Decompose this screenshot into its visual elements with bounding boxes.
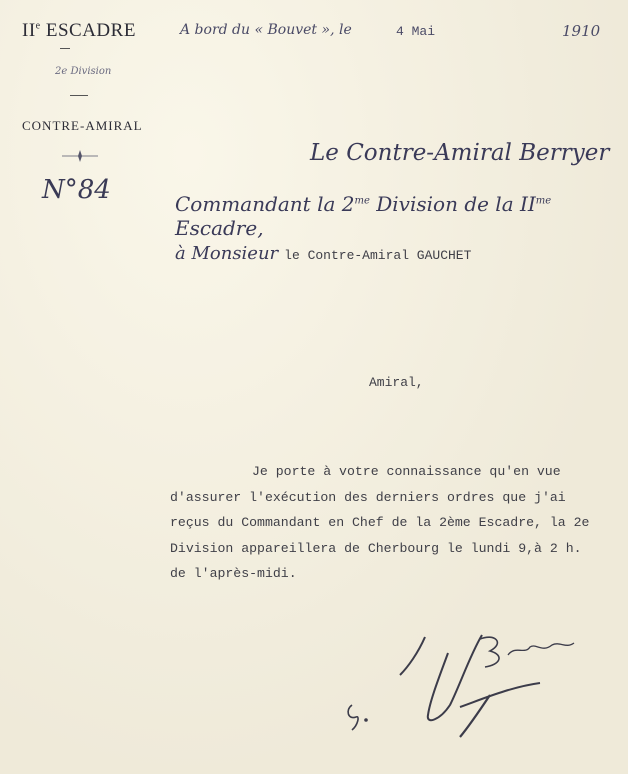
dateline-day: 4 Mai [396,24,436,39]
body-line: d'assurer l'exécution des derniers ordres que j'ai [170,489,566,505]
sender-command: Commandant la $2^{me}$ Division de la $II^{me}$ Escadre, [175,192,552,240]
divider [60,48,70,49]
letter-body [170,459,620,587]
escadre-heading: IIe ESCADRE [22,20,136,41]
body-line: Division appareillera de Cherbourg le lundi 9,à 2 h. [170,540,582,556]
body-line: reçus du Commandant en Chef de la 2ème Escadre, la 2e [170,515,590,530]
recipient-line: à Monsieur le Contre-Amiral GAUCHET [175,243,472,264]
division-label: 2e Division [55,66,112,77]
divider [70,95,88,96]
rank-label: CONTRE-AMIRAL [22,118,143,133]
ornament-icon [60,148,100,166]
dateline-year: 1910 [562,22,601,40]
letter-number: N°84 [42,175,111,205]
salutation: Amiral, [369,375,424,390]
dateline-place: A bord du « Bouvet », le [180,22,352,38]
body-line: de l'après-midi. [170,566,297,581]
body-line: Je porte à votre connaissance qu'en vue [252,464,561,479]
sender-title: Le Contre-Amiral Berryer [310,140,610,166]
handwritten-signature [330,625,600,745]
